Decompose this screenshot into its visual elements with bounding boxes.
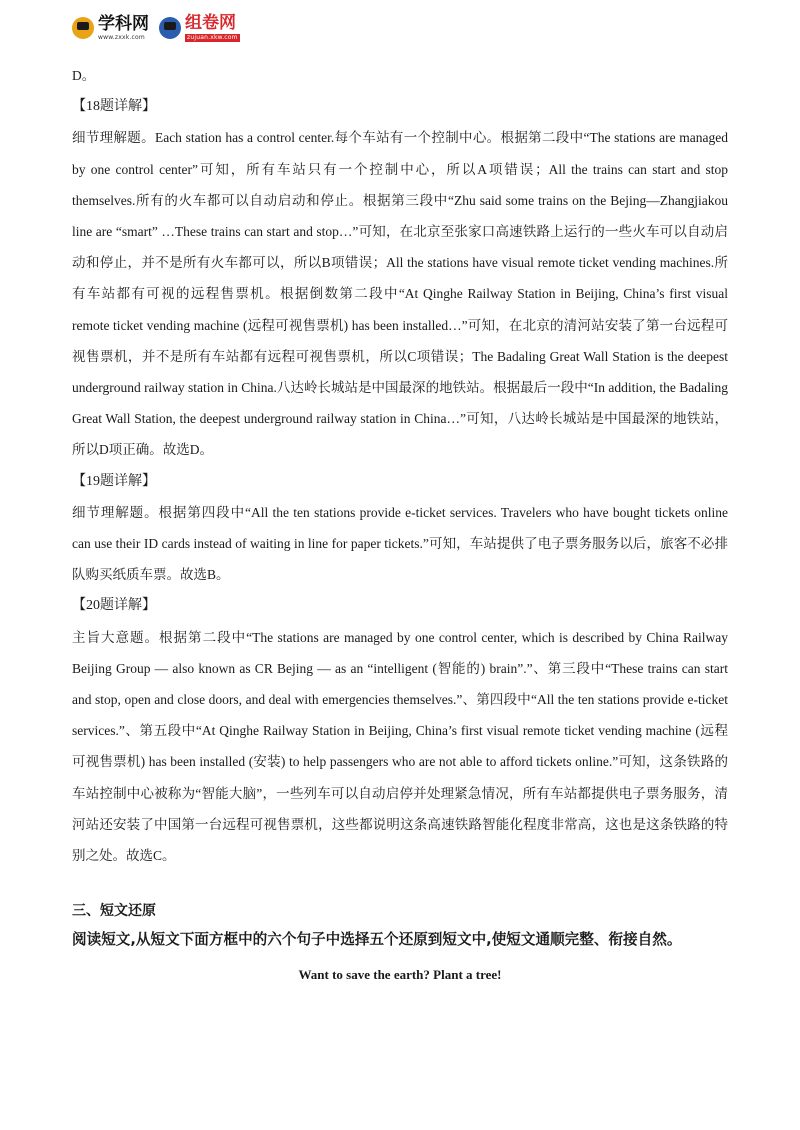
q20-explanation: 主旨大意题。根据第二段中“The stations are managed by one control center, which is described by China Railway Beijing Group — also known as CR Bejing — as an “intelligent (智能的) brain”.”、第三段中“These trains can start and stop, open and close doors, and deal with emergencies themselves.”、第四段中“All the ten stations provide e-ticket services.”、第五段中“At Qinghe Railway Station in Beijing, China’s first visual remote ticket vending machine (远程可视售票机) has been installed (安装) to help passengers who are not able to afford tickets online.”可知，这条铁路的车站控制中心被称为“智能大脑”，一些列车可以自动启停并处理紧急情况，所有车站都提供电子票务服务，清河站还安装了中国第一台远程可视售票机，这些都说明这条高速铁路智能化程度非常高，这也是这条铁路的特别之处。故选C。 bbox=[72, 629, 728, 864]
owl-mascot-icon bbox=[159, 17, 181, 39]
document-body bbox=[72, 60, 728, 989]
graduate-cap-icon bbox=[72, 17, 94, 39]
page-header bbox=[72, 8, 240, 48]
q19-heading: 【19题详解】 bbox=[72, 473, 156, 489]
previous-answer: D。 bbox=[72, 68, 96, 83]
passage-title: Want to save the earth? Plant a tree! bbox=[298, 967, 502, 983]
section-instruction: 阅读短文,从短文下面方框中的六个句子中选择五个还原到短文中,使短文通顺完整、衔接自然。 bbox=[72, 931, 682, 949]
logo-url: www.zxxk.com bbox=[98, 33, 145, 41]
logo-url: zujuan.xkw.com bbox=[187, 33, 238, 41]
zujuan-logo[interactable] bbox=[159, 12, 240, 42]
q18-heading: 【18题详解】 bbox=[72, 99, 156, 115]
q18-explanation: 细节理解题。Each station has a control center.每个车站有一个控制中心。根据第二段中“The stations are managed by one control center”可知，所有车站只有一个控制中心，所以A项错误；All the trains can start and stop themselves.所有的火车都可以自动启动和停止。根据第三段中“Zhu said some trains on the Bejing—Zhangjiakou line are “smart” …These trains can start and stop…”可知，在北京至张家口高速铁路上运行的一些火车可以自动启动和停止，并不是所有火车都可以，所以B项错误；All the stations have visual remote ticket vending machines.所有车站都有可视的远程售票机。根据倒数第二段中“At Qinghe Railway Station in Beijing, China’s first visual remote ticket vending machine (远程可视售票机) has been installed…”可知，在北京的清河站安装了第一台远程可视售票机，并不是所有车站都有远程可视售票机，所以C项错误；The Badaling Great Wall Station is the deepest underground railway station in China.八达岭长城站是中国最深的地铁站。根据最后一段中“In addition, the Badaling Great Wall Station, the deepest underground railway station in China…”可知，八达岭长城站是中国最深的地铁站，所以D项正确。故选D。 bbox=[72, 130, 728, 458]
zxxk-logo[interactable] bbox=[72, 13, 149, 41]
section-title: 三、短文还原 bbox=[72, 903, 156, 920]
q20-heading: 【20题详解】 bbox=[72, 598, 156, 614]
logo-name: 学科网 bbox=[98, 13, 149, 34]
logo-name: 组卷网 bbox=[185, 12, 236, 33]
q19-explanation: 细节理解题。根据第四段中“All the ten stations provide e-ticket services. Travelers who have bought tickets online can use their ID cards instead of waiting in line for paper tickets.”可知，车站提供了电子票务服务以后，旅客不必排队购买纸质车票。故选B。 bbox=[72, 504, 728, 583]
